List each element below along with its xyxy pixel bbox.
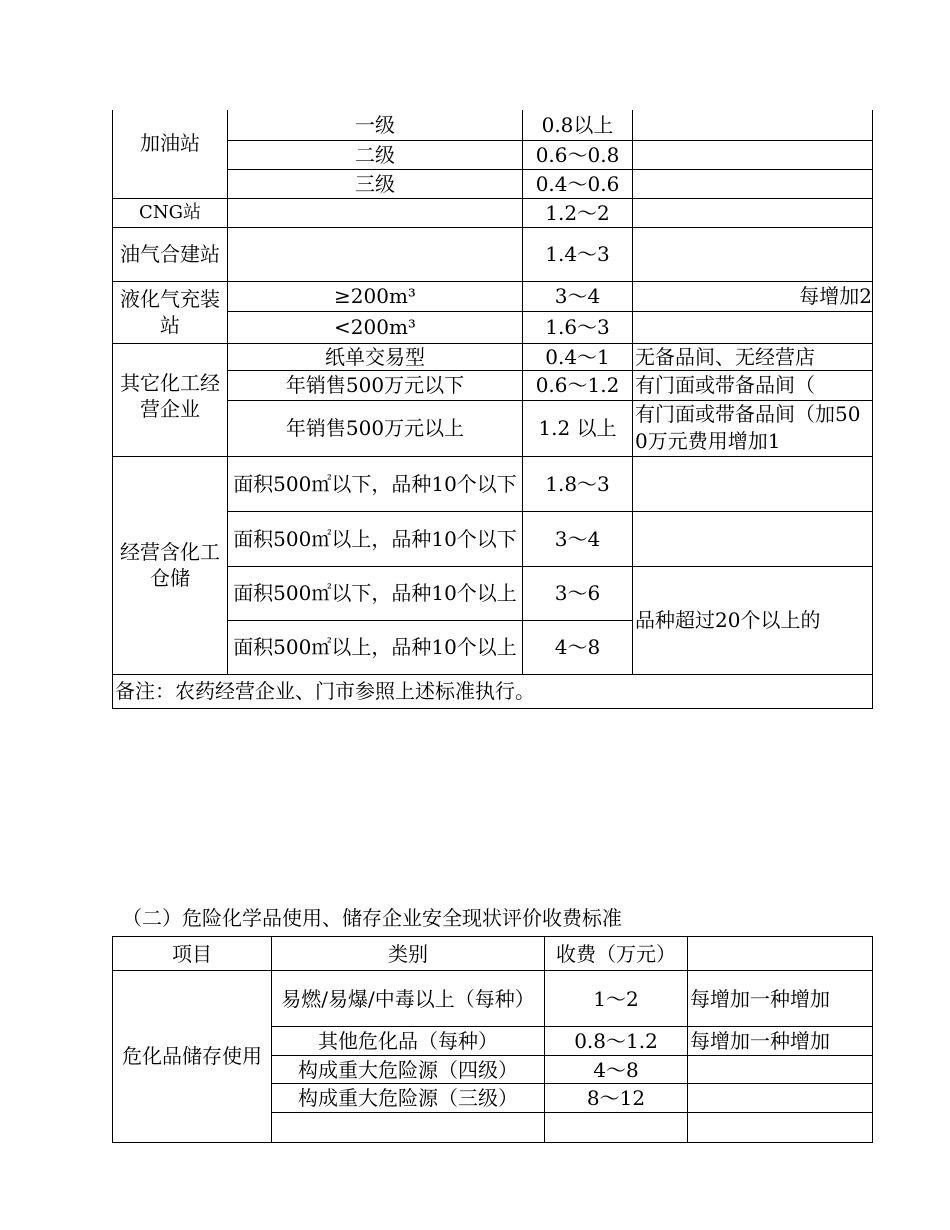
group-label-oil-gas: 油气合建站 (113, 227, 228, 281)
category-cell: 面积500㎡以下，品种10个以下 (228, 456, 523, 511)
remark-cell: 备注：农药经营企业、门市参照上述标准执行。 (113, 674, 873, 708)
fee-cell (545, 1113, 688, 1143)
fee-cell: 4～8 (523, 620, 633, 674)
note-cell (688, 1113, 873, 1143)
table-row (113, 110, 873, 140)
fee-cell: 0.6～1.2 (523, 370, 633, 400)
category-cell: 构成重大危险源（三级） (272, 1084, 545, 1113)
category-cell: 面积500㎡以上，品种10个以上 (228, 620, 523, 674)
note-cell-merged: 品种超过20个以上的 (633, 566, 873, 674)
category-cell: 二级 (228, 140, 523, 169)
category-cell: 年销售500万元以下 (228, 370, 523, 400)
table-row (113, 343, 873, 370)
category-cell: 易燃/易爆/中毒以上（每种） (272, 971, 545, 1027)
header-note (688, 937, 873, 971)
table-header-row (113, 937, 873, 971)
category-cell: 三级 (228, 169, 523, 198)
fee-table-2 (112, 936, 873, 1143)
note-cell (633, 311, 873, 343)
category-cell: 一级 (228, 110, 523, 140)
fee-cell: 3～4 (523, 511, 633, 566)
note-cell: 有门面或带备品间（ (633, 370, 873, 400)
table2-container (112, 936, 838, 1136)
note-cell (633, 227, 873, 281)
table-row (113, 198, 873, 227)
group-label-chem-storage: 经营含化工仓储 (113, 456, 228, 674)
category-cell (272, 1113, 545, 1143)
category-cell: 面积500㎡以下，品种10个以上 (228, 566, 523, 620)
group-label-storage-use: 危化品储存使用 (113, 971, 272, 1143)
category-cell: 面积500㎡以上，品种10个以下 (228, 511, 523, 566)
group-label-lpg: 液化气充装站 (113, 281, 228, 343)
note-cell: 有门面或带备品间（加500万元费用增加1 (633, 400, 873, 456)
header-category: 类别 (272, 937, 545, 971)
header-fee: 收费（万元） (545, 937, 688, 971)
table-row (113, 281, 873, 311)
table-row (113, 971, 873, 1027)
note-cell (688, 1084, 873, 1113)
header-item: 项目 (113, 937, 272, 971)
fee-cell: 1～2 (545, 971, 688, 1027)
fee-cell: 3～6 (523, 566, 633, 620)
fee-cell: 8～12 (545, 1084, 688, 1113)
note-cell (633, 456, 873, 511)
fee-cell: 1.8～3 (523, 456, 633, 511)
category-cell (228, 198, 523, 227)
category-cell: <200m³ (228, 311, 523, 343)
category-cell: 纸单交易型 (228, 343, 523, 370)
note-cell: 每增加一种增加 (688, 1027, 873, 1056)
table1-container (112, 110, 872, 716)
group-label-gas-station: 加油站 (113, 110, 228, 198)
note-cell: 每增加2 (633, 281, 873, 311)
category-cell: ≥200m³ (228, 281, 523, 311)
note-cell: 每增加一种增加 (688, 971, 873, 1027)
fee-cell: 1.2 以上 (523, 400, 633, 456)
fee-cell: 0.8以上 (523, 110, 633, 140)
note-cell (633, 110, 873, 140)
category-cell: 其他危化品（每种） (272, 1027, 545, 1056)
note-cell (688, 1056, 873, 1084)
group-label-chem-trade: 其它化工经营企业 (113, 343, 228, 456)
table-row (113, 674, 873, 708)
fee-cell: 0.8～1.2 (545, 1027, 688, 1056)
table-row (113, 456, 873, 511)
category-cell: 构成重大危险源（四级） (272, 1056, 545, 1084)
fee-cell: 1.4～3 (523, 227, 633, 281)
fee-cell: 0.4～0.6 (523, 169, 633, 198)
note-cell (633, 198, 873, 227)
fee-table-1 (112, 110, 873, 709)
fee-cell: 3～4 (523, 281, 633, 311)
fee-cell: 0.4～1 (523, 343, 633, 370)
fee-cell: 4～8 (545, 1056, 688, 1084)
table-row (113, 227, 873, 281)
note-cell (633, 169, 873, 198)
section-title: （二）危险化学品使用、储存企业安全现状评价收费标准 (122, 906, 622, 930)
note-cell: 无备品间、无经营店 (633, 343, 873, 370)
fee-cell: 1.2～2 (523, 198, 633, 227)
note-cell (633, 511, 873, 566)
note-cell (633, 140, 873, 169)
category-cell (228, 227, 523, 281)
fee-cell: 0.6～0.8 (523, 140, 633, 169)
group-label-cng: CNG站 (113, 198, 228, 227)
category-cell: 年销售500万元以上 (228, 400, 523, 456)
fee-cell: 1.6～3 (523, 311, 633, 343)
